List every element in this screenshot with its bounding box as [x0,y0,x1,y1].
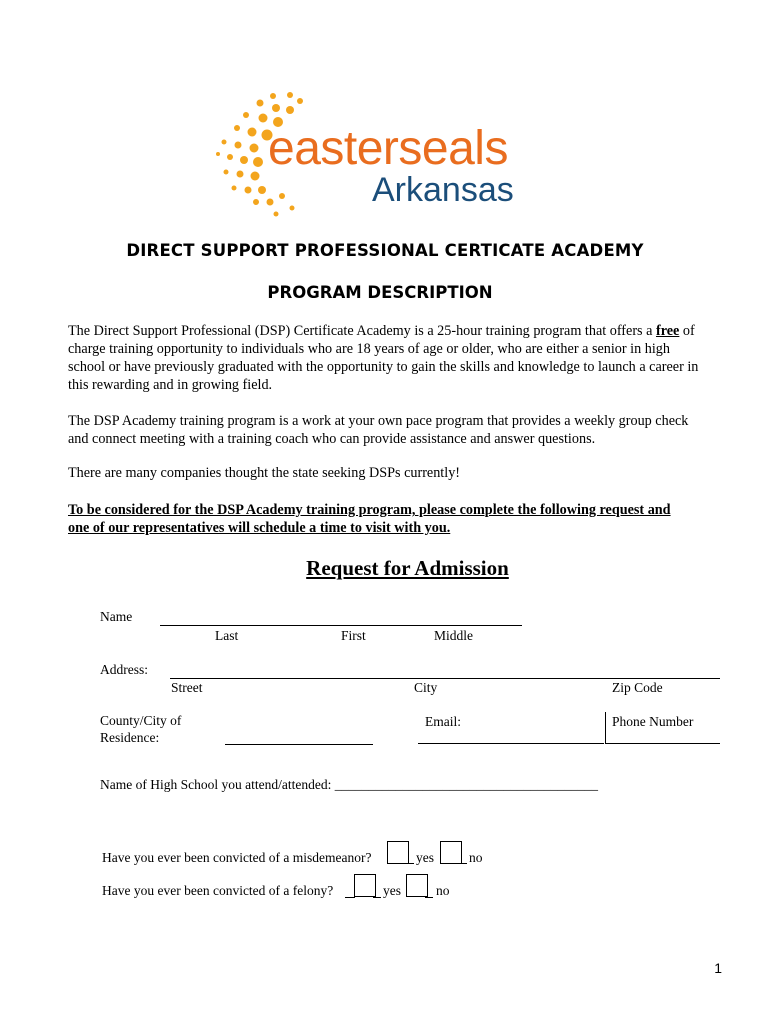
paragraph-text: of charge training opportunity to individuals who are 18 years of age or older, who are either a senior in high school or have previously graduated with the opportunity to gain the skills and knowledge to launch a career in this rewarding and in growing field. [68,323,699,393]
description-paragraph-2: The DSP Academy training program is a work at your own pace program that provides a weekly group check and connect meeting with a training coach who can provide assistance and answer questions. [68,413,689,447]
first-name-caption: First [341,628,366,643]
document-subtitle: PROGRAM DESCRIPTION [267,283,493,302]
underline-mark [425,897,433,898]
underline-mark [459,863,467,864]
zip-code-caption: Zip Code [612,680,663,695]
email-field[interactable] [418,743,604,744]
misdemeanor-no-checkbox[interactable] [440,841,462,864]
document-title: DIRECT SUPPORT PROFESSIONAL CERTICATE ACADEMY [126,241,644,260]
paragraph-text: The Direct Support Professional (DSP) Certificate Academy is a 25-hour training program that offers a [68,323,656,339]
felony-yes-checkbox[interactable] [354,874,376,897]
underline-mark [345,897,355,898]
felony-yes-label: yes [383,883,401,898]
logo-brand-text: easterseals [268,122,508,175]
underline-mark [406,863,414,864]
field-divider [605,712,606,744]
last-name-caption: Last [215,628,239,643]
emphasis-free: free [655,323,680,339]
county-label: County/City of [100,713,182,728]
county-field[interactable] [225,744,373,745]
description-paragraph-1 [68,322,708,394]
logo-region-text: Arkansas [372,171,514,209]
high-school-label[interactable]: Name of High School you attend/attended: _______________________________________ [100,777,598,792]
description-paragraph-3: There are many companies thought the state seeking DSPs currently! [68,465,461,481]
misdemeanor-yes-label: yes [416,850,434,865]
address-field[interactable] [170,678,720,679]
address-label: Address: [100,662,148,677]
form-title: Request for Admission [306,556,509,580]
county-label-line2: Residence: [100,730,160,745]
felony-question: Have you ever been convicted of a felony? [102,883,334,898]
page-number: 1 [714,960,722,976]
misdemeanor-yes-checkbox[interactable] [387,841,409,864]
easterseals-logo [210,90,550,220]
underline-mark [373,897,381,898]
misdemeanor-no-label: no [469,850,483,865]
phone-number-label: Phone Number [612,714,694,729]
email-label: Email: [425,714,461,729]
consideration-notice: To be considered for the DSP Academy training program, please complete the following request and one of our representatives will schedule a time to visit with you. [68,502,671,536]
phone-number-field[interactable] [606,743,720,744]
felony-no-checkbox[interactable] [406,874,428,897]
street-caption: Street [171,680,203,695]
name-field[interactable] [160,625,522,626]
name-label: Name [100,609,133,624]
middle-name-caption: Middle [434,628,473,643]
misdemeanor-question: Have you ever been convicted of a misdemeanor? [102,850,372,865]
felony-no-label: no [436,883,450,898]
city-caption: City [414,680,438,695]
